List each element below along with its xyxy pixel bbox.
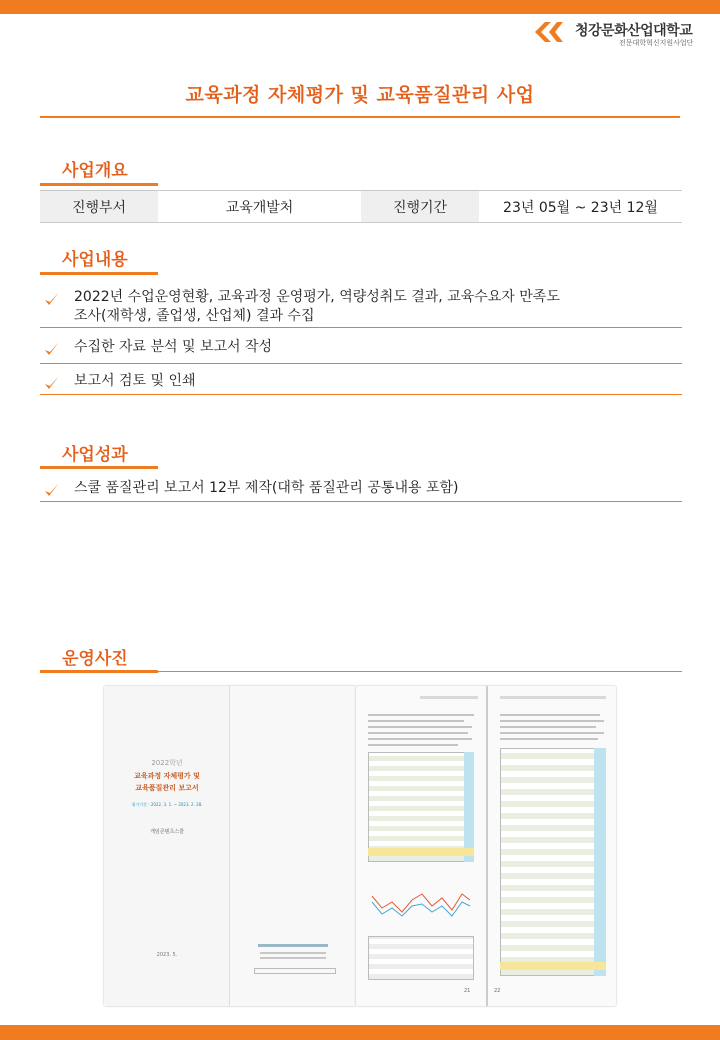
page-number-right: 22 — [494, 988, 501, 994]
cheongkang-logo-icon — [533, 20, 571, 44]
top-accent-bar — [0, 0, 720, 14]
report-inner-pages-photo — [356, 686, 616, 1006]
list-item-text: 보고서 검토 및 인쇄 — [74, 373, 196, 389]
overview-underline — [40, 183, 158, 186]
results-underline — [40, 466, 158, 469]
list-item — [40, 372, 682, 395]
content-underline — [40, 272, 158, 275]
checkmark-icon — [44, 341, 60, 357]
list-item — [40, 288, 682, 328]
photos-heading: 운영사진 — [62, 649, 128, 669]
photos-underline — [40, 670, 158, 673]
list-item-text: 수집한 자료 분석 및 보고서 작성 — [74, 339, 273, 355]
report-title-line2: 교육품질관리 보고서 — [135, 784, 199, 792]
report-cover-photo — [104, 686, 356, 1006]
list-item-text: 2022년 수업운영현황, 교육과정 운영평가, 역량성취도 결과, 교육수요자 만족도 — [74, 289, 560, 305]
period-value: 23년 05월 ~ 23년 12월 — [503, 199, 658, 216]
results-heading: 사업성과 — [62, 445, 128, 465]
operation-photo — [40, 682, 680, 1022]
dept-value: 교육개발처 — [225, 199, 294, 216]
page-number-left: 21 — [464, 988, 471, 994]
content-heading: 사업내용 — [62, 250, 128, 270]
page-title: 교육과정 자체평가 및 교육품질관리 사업 — [185, 84, 535, 106]
checkmark-icon — [44, 291, 60, 307]
title-divider — [40, 116, 680, 118]
list-item — [40, 479, 682, 502]
school-logo — [533, 18, 713, 48]
list-item — [40, 338, 682, 364]
report-school: 게임콘텐츠스쿨 — [150, 829, 184, 835]
logo-subtitle: 전문대학혁신지원사업단 — [619, 39, 694, 47]
logo-school-name: 청강문화산업대학교 — [575, 23, 693, 39]
checkmark-icon — [44, 482, 60, 498]
photos-divider — [158, 671, 682, 672]
list-item-text: 스쿨 품질관리 보고서 12부 제작(대학 품질관리 공통내용 포함) — [74, 480, 459, 496]
report-title-line1: 교육과정 자체평가 및 — [134, 772, 200, 780]
period-label: 진행기간 — [361, 191, 479, 222]
list-item-text: 조사(재학생, 졸업생, 산업체) 결과 수집 — [74, 308, 315, 324]
dept-label: 진행부서 — [40, 191, 158, 222]
bottom-accent-bar — [0, 1025, 720, 1040]
checkmark-icon — [44, 375, 60, 391]
overview-heading: 사업개요 — [62, 161, 128, 181]
overview-table — [40, 190, 682, 223]
report-date: 2023. 5. — [156, 952, 178, 958]
report-year: 2022학년 — [151, 759, 183, 767]
report-period: 평가기간 : 2022. 3. 1. ~ 2023. 2. 28. — [131, 802, 203, 807]
